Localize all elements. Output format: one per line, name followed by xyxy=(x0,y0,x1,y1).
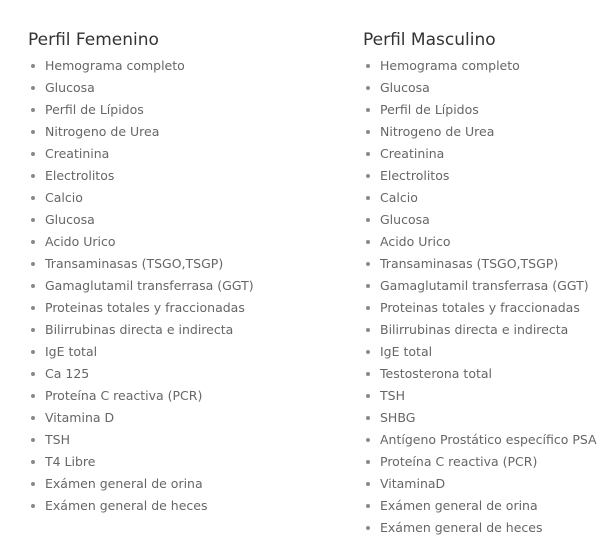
bullet-icon xyxy=(31,218,35,222)
bullet-icon xyxy=(31,64,35,68)
bullet-icon xyxy=(366,306,370,310)
bullet-icon xyxy=(366,284,370,288)
list-item-label: Exámen general de heces xyxy=(45,498,208,513)
list-item xyxy=(28,451,328,473)
list-item-label: Acido Urico xyxy=(380,234,451,249)
list-item-label: Transaminasas (TSGO,TSGP) xyxy=(380,256,559,271)
bullet-icon xyxy=(31,460,35,464)
male-profile-column xyxy=(363,28,603,539)
list-item-label: Perfil de Lípidos xyxy=(45,102,144,117)
list-item xyxy=(28,253,328,275)
bullet-icon xyxy=(31,86,35,90)
bullet-icon xyxy=(31,174,35,178)
list-item-label: Vitamina D xyxy=(45,410,115,425)
bullet-icon xyxy=(366,108,370,112)
list-item xyxy=(28,363,328,385)
list-item-label: Glucosa xyxy=(45,80,95,95)
list-item-label: Testosterona total xyxy=(380,366,493,381)
list-item xyxy=(28,297,328,319)
list-item-label: Creatinina xyxy=(45,146,110,161)
list-item-label: Bilirrubinas directa e indirecta xyxy=(380,322,569,337)
bullet-icon xyxy=(366,174,370,178)
list-item-label: Bilirrubinas directa e indirecta xyxy=(45,322,234,337)
bullet-icon xyxy=(366,482,370,486)
list-item xyxy=(363,517,603,539)
bullet-icon xyxy=(366,372,370,376)
bullet-icon xyxy=(31,394,35,398)
male-test-list xyxy=(363,55,603,539)
list-item-label: Gamaglutamil transferrasa (GGT) xyxy=(45,278,254,293)
list-item xyxy=(363,363,603,385)
list-item-label: Exámen general de orina xyxy=(380,498,538,513)
list-item-label: Proteína C reactiva (PCR) xyxy=(380,454,538,469)
female-profile-column xyxy=(28,28,328,517)
bullet-icon xyxy=(31,196,35,200)
list-item xyxy=(363,99,603,121)
list-item-label: TSH xyxy=(45,432,70,447)
list-item-label: Nitrogeno de Urea xyxy=(45,124,160,139)
list-item xyxy=(363,297,603,319)
list-item-label: Perfil de Lípidos xyxy=(380,102,479,117)
list-item-label: Hemograma completo xyxy=(45,58,185,73)
list-item-label: Nitrogeno de Urea xyxy=(380,124,495,139)
list-item-label: T4 Libre xyxy=(45,454,96,469)
list-item xyxy=(363,253,603,275)
list-item-label: IgE total xyxy=(45,344,98,359)
list-item xyxy=(363,55,603,77)
list-item-label: Acido Urico xyxy=(45,234,116,249)
list-item xyxy=(363,187,603,209)
list-item-label: TSH xyxy=(380,388,405,403)
bullet-icon xyxy=(366,218,370,222)
male-profile-title: Perfil Masculino xyxy=(363,30,496,50)
list-item-label: Antígeno Prostático específico PSA xyxy=(380,432,597,447)
bullet-icon xyxy=(31,130,35,134)
list-item xyxy=(363,231,603,253)
list-item xyxy=(363,341,603,363)
list-item xyxy=(28,495,328,517)
list-item xyxy=(363,77,603,99)
list-item xyxy=(28,231,328,253)
bullet-icon xyxy=(366,86,370,90)
list-item xyxy=(363,429,603,451)
list-item-label: Transaminasas (TSGO,TSGP) xyxy=(45,256,224,271)
bullet-icon xyxy=(31,372,35,376)
list-item xyxy=(28,143,328,165)
list-item xyxy=(28,209,328,231)
bullet-icon xyxy=(366,130,370,134)
list-item-label: Electrolitos xyxy=(45,168,115,183)
bullet-icon xyxy=(366,416,370,420)
bullet-icon xyxy=(31,438,35,442)
list-item xyxy=(28,77,328,99)
bullet-icon xyxy=(366,328,370,332)
bullet-icon xyxy=(31,504,35,508)
list-item xyxy=(28,165,328,187)
list-item xyxy=(28,121,328,143)
list-item-label: Exámen general de heces xyxy=(380,520,543,535)
list-item xyxy=(28,55,328,77)
list-item xyxy=(363,121,603,143)
bullet-icon xyxy=(31,350,35,354)
list-item-label: Creatinina xyxy=(380,146,445,161)
bullet-icon xyxy=(366,504,370,508)
list-item xyxy=(363,407,603,429)
female-profile-title: Perfil Femenino xyxy=(28,30,159,50)
bullet-icon xyxy=(31,416,35,420)
list-item-label: Exámen general de orina xyxy=(45,476,203,491)
list-item xyxy=(363,275,603,297)
list-item-label: Glucosa xyxy=(380,80,430,95)
list-item xyxy=(28,429,328,451)
bullet-icon xyxy=(31,482,35,486)
list-item-label: Ca 125 xyxy=(45,366,90,381)
bullet-icon xyxy=(366,438,370,442)
bullet-icon xyxy=(31,152,35,156)
list-item xyxy=(363,451,603,473)
list-item-label: Electrolitos xyxy=(380,168,450,183)
list-item-label: Glucosa xyxy=(380,212,430,227)
bullet-icon xyxy=(31,108,35,112)
list-item xyxy=(28,385,328,407)
bullet-icon xyxy=(366,262,370,266)
list-item-label: Proteinas totales y fraccionadas xyxy=(45,300,245,315)
list-item xyxy=(28,187,328,209)
bullet-icon xyxy=(366,152,370,156)
bullet-icon xyxy=(366,526,370,530)
list-item xyxy=(28,341,328,363)
list-item xyxy=(363,143,603,165)
list-item-label: Proteinas totales y fraccionadas xyxy=(380,300,580,315)
list-item-label: Calcio xyxy=(45,190,83,205)
list-item xyxy=(28,99,328,121)
list-item-label: VitaminaD xyxy=(380,476,446,491)
bullet-icon xyxy=(31,240,35,244)
list-item xyxy=(363,319,603,341)
bullet-icon xyxy=(366,460,370,464)
list-item xyxy=(363,385,603,407)
list-item-label: IgE total xyxy=(380,344,433,359)
bullet-icon xyxy=(366,350,370,354)
list-item-label: Proteína C reactiva (PCR) xyxy=(45,388,203,403)
list-item xyxy=(363,165,603,187)
bullet-icon xyxy=(366,196,370,200)
list-item xyxy=(28,473,328,495)
list-item-label: Gamaglutamil transferrasa (GGT) xyxy=(380,278,589,293)
list-item xyxy=(28,319,328,341)
bullet-icon xyxy=(31,262,35,266)
list-item xyxy=(28,275,328,297)
list-item-label: SHBG xyxy=(380,410,416,425)
list-item xyxy=(28,407,328,429)
list-item xyxy=(363,473,603,495)
list-item xyxy=(363,495,603,517)
list-item xyxy=(363,209,603,231)
bullet-icon xyxy=(31,284,35,288)
list-item-label: Hemograma completo xyxy=(380,58,520,73)
female-test-list xyxy=(28,55,328,517)
list-item-label: Calcio xyxy=(380,190,418,205)
bullet-icon xyxy=(31,328,35,332)
bullet-icon xyxy=(366,64,370,68)
list-item-label: Glucosa xyxy=(45,212,95,227)
bullet-icon xyxy=(366,240,370,244)
bullet-icon xyxy=(366,394,370,398)
bullet-icon xyxy=(31,306,35,310)
